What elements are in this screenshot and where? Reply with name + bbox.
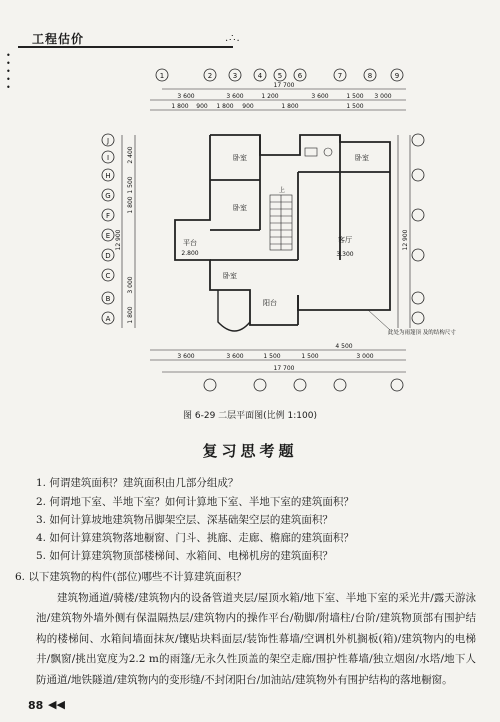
top-total-dim: 17 700 [273,82,295,89]
top-dim2-6: 1 500 [346,103,364,110]
bottom-dim-2: 3 600 [226,353,244,360]
question-1: 1. 何谓建筑面积？建筑面积由几部分组成？ [36,477,239,489]
top-dim-1: 3 600 [177,93,195,100]
question-6: 6. 以下建筑物的构件(部位)哪些不计算建筑面积？ [15,571,247,583]
question-6-and-answer [15,567,476,690]
canopy-note: 此处为雨篷顶 及的结构尺寸 [388,330,456,336]
bottom-total-dim: 17 700 [273,365,295,372]
top-dim2-5: 1 800 [281,103,299,110]
room-living: 客厅 [338,236,352,244]
page-arrows-decoration: ◀◀ [48,698,65,711]
axis-label-7: 7 [337,72,343,80]
axis-label-9: 9 [394,72,400,80]
figure-caption: 图 6-29 二层平面图(比例 1:100) [183,411,317,421]
top-dim-3: 1 200 [261,93,279,100]
axis-label-3: 3 [232,72,238,80]
top-dim2-2: 900 [196,103,208,110]
axis-label-B: B [105,295,111,303]
header-rule [18,46,233,48]
top-dim-4: 3 600 [311,93,329,100]
axis-label-G: G [105,192,111,200]
top-dim-6: 3 000 [374,93,392,100]
room-bedroom-3: 卧室 [355,154,369,162]
axis-label-2: 2 [207,72,213,80]
header-dots: .∴. [225,33,241,44]
axis-label-A: A [105,315,111,323]
left-dim-3: 1 800 [127,196,134,214]
axis-label-F: F [105,212,111,220]
bottom-dim-5: 3 000 [356,353,374,360]
header-title: 工程估价 [32,32,85,46]
top-dim2-4: 900 [242,103,254,110]
right-total-dim: 12 900 [402,229,409,251]
room-balcony: 阳台 [263,299,277,307]
axis-label-I: I [106,154,110,162]
axis-label-J: J [106,137,110,145]
question-3: 3. 如何计算坡地建筑物吊脚架空层、深基础架空层的建筑面积？ [36,514,333,526]
room-bedroom-1: 卧室 [233,154,247,162]
question-4: 4. 如何计算建筑物落地橱窗、门斗、挑廊、走廊、檐廊的建筑面积？ [36,532,354,544]
page-header [18,30,488,50]
section-title: 复习思考题 [202,442,298,460]
bottom-dim-3: 1 500 [263,353,281,360]
bottom-dim-upper: 4 500 [335,343,353,350]
question-5: 5. 如何计算建筑物顶部楼梯间、水箱间、电梯机房的建筑面积？ [36,550,333,562]
left-dim-4: 3 000 [127,276,134,294]
axis-label-C: C [105,272,111,280]
axis-label-4: 4 [257,72,263,80]
axis-label-1: 1 [159,72,165,80]
left-dim-2: 1 500 [127,176,134,194]
bottom-dim-1: 3 600 [177,353,195,360]
axis-label-5: 5 [277,72,283,80]
question-2: 2. 何谓地下室、半地下室？如何计算地下室、半地下室的建筑面积？ [36,496,354,508]
floor-plan-drawing [100,60,456,405]
room-bedroom-2: 卧室 [233,204,247,212]
top-dim-5: 1 500 [346,93,364,100]
floor-plan-figure [100,60,456,420]
axis-label-6: 6 [297,72,303,80]
page-number: 88 [28,699,44,712]
left-total-dim: 12 900 [115,229,122,251]
room-platform: 平台 [183,239,197,247]
stair-up-label: 上 [278,187,286,194]
room-living-elevation: 3.300 [336,251,354,258]
bottom-dim-4: 1 500 [301,353,319,360]
axis-label-8: 8 [367,72,373,80]
answer-paragraph: 建筑物通道/骑楼/建筑物内的设备管道夹层/屋顶水箱/地下室、半地下室的采光井/露天游泳池/建筑物外墙外侧有保温隔热层/建筑物内的操作平台/勒脚/附墙柱/台阶/建筑物顶部有围护结构的楼梯间、水箱间墙面抹灰/镶贴块料面层/装饰性幕墙/空调机外机搁板(箱)/建筑物内的电梯井/飘窗/挑出宽度为2.2 m的雨篷/无永久性顶盖的架空走廊/围护性幕墙/独立烟囱/水塔/地下人防通道/地铁隧道/建筑物内的变形缝/不封闭阳台/加油站/建筑物外有围护结构的落地橱窗。 [36,591,476,686]
axis-label-H: H [105,172,111,180]
room-platform-elevation: 2.800 [181,250,199,257]
left-dim-5: 1 800 [127,306,134,324]
left-dim-1: 2 400 [127,146,134,164]
top-dim-2: 3 600 [226,93,244,100]
top-dim2-3: 1 800 [216,103,234,110]
axis-label-D: D [105,252,111,260]
top-dim2-1: 1 800 [171,103,189,110]
side-dots-decoration: • • • • • [6,51,11,92]
room-bedroom-4: 卧室 [223,272,237,280]
axis-label-E: E [105,232,111,240]
